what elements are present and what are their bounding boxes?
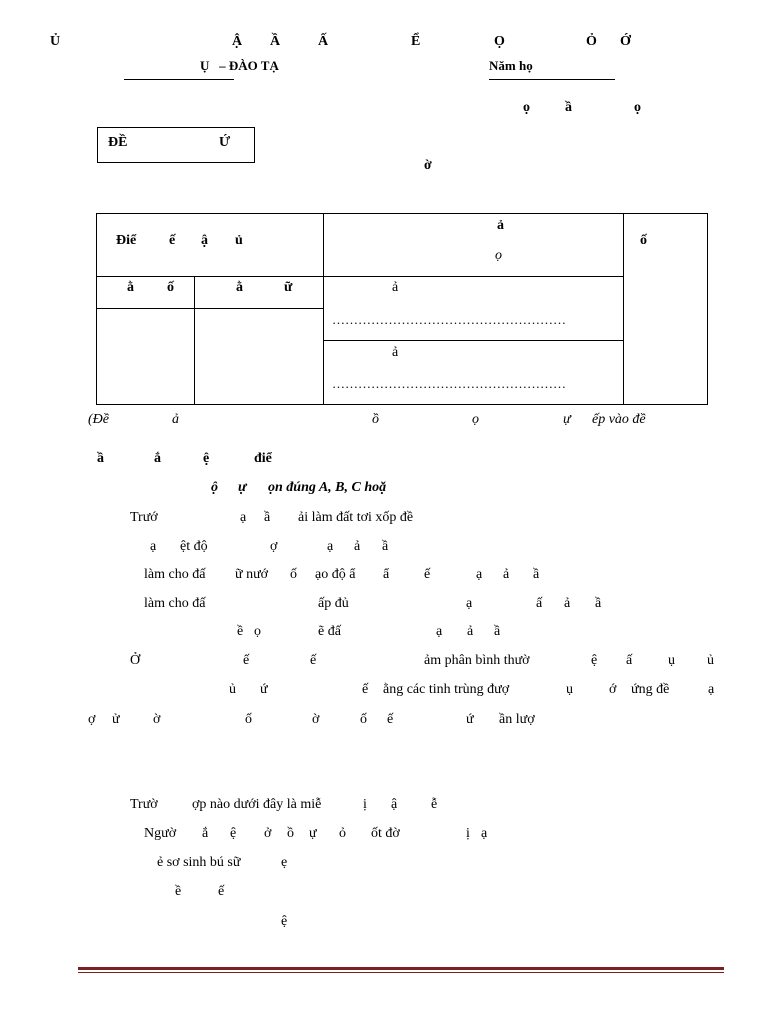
body-line-5-part-5: ấ <box>626 653 633 668</box>
title-glyph-4: Ể <box>411 34 421 49</box>
body-line-2-part-4: ẩ <box>383 567 390 582</box>
body-line-5-part-2: ế <box>310 653 317 668</box>
note-2: ả <box>172 412 179 427</box>
year-underline <box>489 79 615 80</box>
body-line-4-part-5: ầ <box>494 624 501 639</box>
table-vline-2 <box>623 213 624 404</box>
body-line-1-part-2: ợ <box>270 539 278 554</box>
body-line-8-part-4: ễ <box>431 797 438 812</box>
body-line-11-part-1: ế <box>218 884 225 899</box>
body-line-10-part-0: ẻ sơ sinh bú sữ <box>157 855 241 870</box>
subtitle-glyph-1: ọ <box>523 100 530 115</box>
note-3: ồ <box>372 412 379 427</box>
body-line-8-part-3: ậ <box>391 797 398 812</box>
table-head-left-1: Điể <box>116 233 137 248</box>
header-left-glyph: Ủ <box>50 34 61 49</box>
body-line-7-part-0: ợ <box>88 712 96 727</box>
note-1: (Đề <box>88 412 109 427</box>
body-line-4-part-0: ề <box>237 624 244 639</box>
body-line-3-part-4: ả <box>564 596 571 611</box>
title-glyph-6: Ỏ <box>586 34 597 49</box>
section-glyph-2: ắ <box>154 451 161 466</box>
table-middle-row1-label: ả <box>392 280 399 295</box>
table-head-left-2: ế <box>169 233 176 248</box>
section-glyph-3: ệ <box>203 451 210 466</box>
time-glyph: ờ <box>424 158 432 173</box>
table-hline-3 <box>324 340 624 341</box>
table-head-right: ố <box>640 233 647 248</box>
body-line-2-part-0: làm cho đấ <box>144 567 206 582</box>
dept-underline <box>124 79 234 80</box>
body-line-7-part-2: ờ <box>153 712 161 727</box>
body-line-10-part-1: ẹ <box>281 855 288 870</box>
body-line-2-part-1: ữ nướ <box>235 567 269 582</box>
body-line-9-part-3: ở <box>264 826 272 841</box>
title-glyph-1: Ậ <box>232 34 243 49</box>
body-line-5-part-7: ủ <box>707 653 714 668</box>
body-line-6-part-1: ứ <box>260 682 268 697</box>
body-line-6-part-3: ằng các tinh trùng đượ <box>383 682 510 697</box>
body-line-7-part-6: ế <box>387 712 394 727</box>
body-line-5-part-1: ế <box>243 653 250 668</box>
body-line-1-part-3: ạ <box>327 539 334 554</box>
body-line-9-part-1: ắ <box>202 826 209 841</box>
body-line-3-part-3: ấ <box>536 596 543 611</box>
body-line-7-part-5: ố <box>360 712 367 727</box>
table-vline-1 <box>323 213 324 404</box>
body-line-4-part-3: ạ <box>436 624 443 639</box>
table-hline-1 <box>96 276 624 277</box>
body-line-7-part-7: ứ <box>466 712 474 727</box>
body-line-0-part-3: ải làm đất tơi xốp đề <box>298 510 414 525</box>
body-line-9-part-5: ự <box>309 826 317 841</box>
body-line-9-part-9: ạ <box>481 826 488 841</box>
body-line-1-part-1: ệt độ <box>180 539 208 554</box>
body-line-2-part-3: ạo độ ẩ <box>315 567 356 582</box>
body-line-8-part-0: Trườ <box>130 797 158 812</box>
title-glyph-5: Ọ <box>494 34 505 49</box>
footer-rule-thick <box>78 967 724 970</box>
instruction-glyph-1: ộ <box>211 480 218 495</box>
body-line-7-part-3: ố <box>245 712 252 727</box>
body-line-7-part-4: ờ <box>312 712 320 727</box>
section-glyph-4: điể <box>254 451 272 466</box>
body-line-4-part-1: ọ <box>254 624 261 639</box>
body-line-6-part-0: ủ <box>229 682 236 697</box>
dept-label: Ụ – ĐÀO TẠ <box>200 58 279 73</box>
body-line-6-part-5: ớ <box>609 682 617 697</box>
table-head-left-4: ủ <box>235 233 243 248</box>
table-sub-left-1a: ằ <box>127 280 134 295</box>
body-line-1-part-5: ầ <box>382 539 389 554</box>
table-middle-row1-dots: ……………………………………………… <box>332 312 566 327</box>
body-line-0-part-2: ầ <box>264 510 271 525</box>
body-line-9-part-8: ị <box>466 826 470 841</box>
body-line-3-part-2: ạ <box>466 596 473 611</box>
body-line-3-part-1: ấp đủ <box>318 596 349 611</box>
body-line-9-part-7: ốt đờ <box>371 826 400 841</box>
title-glyph-7: Ớ <box>620 34 631 49</box>
table-middle-row2-label: ả <box>392 345 399 360</box>
body-line-1-part-0: ạ <box>150 539 157 554</box>
subtitle-glyph-2: ầ <box>565 100 572 115</box>
subtitle-glyph-3: ọ <box>634 100 641 115</box>
title-glyph-2: Ầ <box>270 34 281 49</box>
body-line-2-part-5: ế <box>424 567 431 582</box>
instruction-text: ọn đúng A, B, C hoặ <box>268 480 387 495</box>
body-line-0-part-0: Trướ <box>130 510 158 525</box>
body-line-7-part-8: ần lượ <box>499 712 535 727</box>
table-head-middle-top: ả <box>497 218 504 233</box>
note-6: ếp vào đề <box>592 412 646 427</box>
body-line-5-part-0: Ở <box>130 653 141 668</box>
body-line-6-part-7: ạ <box>708 682 715 697</box>
table-head-middle-bottom: ọ <box>495 248 502 263</box>
body-line-5-part-4: ệ <box>591 653 598 668</box>
footer-rule-thin <box>78 972 724 973</box>
body-line-12-part-0: ệ <box>281 914 288 929</box>
body-line-2-part-2: ố <box>290 567 297 582</box>
body-line-6-part-6: ứng đề <box>631 682 670 697</box>
instruction-glyph-2: ự <box>238 480 247 495</box>
body-line-2-part-8: ầ <box>533 567 540 582</box>
table-sub-left-1b: ố <box>167 280 174 295</box>
note-4: ọ <box>472 412 479 427</box>
body-line-8-part-2: ị <box>363 797 367 812</box>
body-line-3-part-5: ầ <box>595 596 602 611</box>
body-line-4-part-4: ả <box>467 624 474 639</box>
body-line-9-part-6: ỏ <box>339 826 346 841</box>
body-line-2-part-6: ạ <box>476 567 483 582</box>
body-line-8-part-1: ợp nào dưới đây là miễ <box>192 797 322 812</box>
title-glyph-3: Ấ <box>318 34 329 49</box>
table-middle-row2-dots: ……………………………………………… <box>332 376 566 391</box>
body-line-11-part-0: ề <box>175 884 182 899</box>
table-head-left-3: ậ <box>201 233 208 248</box>
body-line-6-part-4: ụ <box>566 682 573 697</box>
body-line-7-part-1: ử <box>112 712 120 727</box>
table-sub-left-2a: ằ <box>236 280 243 295</box>
body-line-6-part-2: ế <box>362 682 369 697</box>
table-vline-3 <box>194 276 195 404</box>
exam-box-label-left: ĐỀ <box>108 135 128 150</box>
body-line-5-part-6: ụ <box>668 653 675 668</box>
section-glyph-1: ầ <box>97 451 104 466</box>
body-line-5-part-3: ảm phân bình thườ <box>424 653 530 668</box>
body-line-2-part-7: ả <box>503 567 510 582</box>
body-line-9-part-4: ồ <box>287 826 294 841</box>
year-label: Năm họ <box>489 58 533 73</box>
body-line-1-part-4: ả <box>354 539 361 554</box>
table-hline-2 <box>96 308 324 309</box>
body-line-4-part-2: ẽ đấ <box>318 624 341 639</box>
exam-box-label-right: Ứ <box>219 135 231 150</box>
note-5: ự <box>563 412 571 427</box>
body-line-3-part-0: làm cho đấ <box>144 596 206 611</box>
body-line-0-part-1: ạ <box>240 510 247 525</box>
table-sub-left-2b: ữ <box>284 280 293 295</box>
body-line-9-part-0: Ngườ <box>144 826 177 841</box>
body-line-9-part-2: ệ <box>230 826 237 841</box>
